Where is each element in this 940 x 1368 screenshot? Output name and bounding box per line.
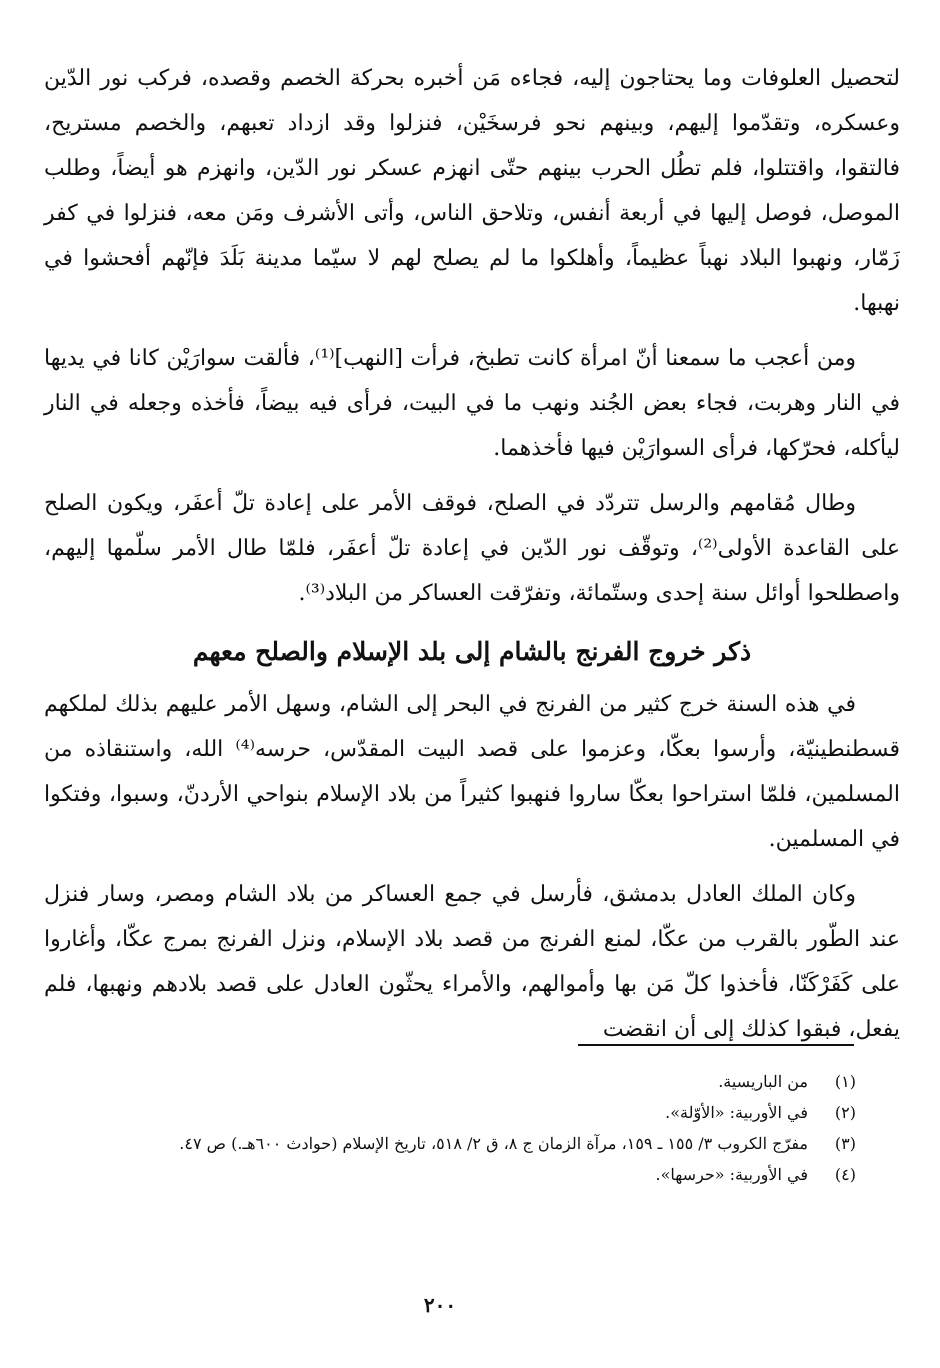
- footnote-text: مفرّج الكروب ٣/ ١٥٥ ـ ١٥٩، مرآة الزمان ج ٨، ق ٢/ ٥١٨، تاريخ الإسلام (حوادث ٦٠٠هـ.) ص ٤٧.: [179, 1134, 808, 1153]
- footnote-text: في الأوربية: «حرسها».: [655, 1165, 808, 1184]
- footnote-number: (٤): [834, 1165, 856, 1184]
- footnote-4: [44, 1159, 856, 1190]
- footnote-text: في الأوربية: «الأوّلة».: [665, 1103, 808, 1122]
- footnote-divider: [578, 1044, 854, 1046]
- paragraph-3: وطال مُقامهم والرسل تتردّد في الصلح، فوقف الأمر على إعادة تلّ أعفَر، ويكون الصلح على القاعدة الأولى⁽²⁾، وتوقّف نور الدّين في إعادة تلّ أعفَر، فلمّا طال الأمر سلّمها إليهم، واصطلحوا أوائل سنة إحدى وستّمائة، وتفرّقت العساكر من البلاد⁽³⁾.: [44, 491, 900, 606]
- footnote-text: من الباريسية.: [718, 1072, 808, 1091]
- footnote-2: [44, 1097, 856, 1128]
- main-text: [44, 56, 900, 1062]
- page-number: ٢٠٠: [423, 1293, 457, 1317]
- paragraph-5: وكان الملك العادل بدمشق، فأرسل في جمع العساكر من بلاد الشام ومصر، وسار فنزل عند الطّور بالقرب من عكّا، لمنع الفرنج من قصد بلاد الإسلام، ونزل الفرنج بمرج عكّا، وأغاروا على كَفَرْكَنّا، فأخذوا كلّ مَن بها وأموالهم، والأمراء يحثّون العادل على قصد بلادهم ونهبها، فلم يفعل، فبقوا كذلك إلى أن انقضت: [44, 882, 901, 1042]
- paragraph-4: في هذه السنة خرج كثير من الفرنج في البحر إلى الشام، وسهل الأمر عليهم بذلك لملكهم قسطنطينيّة، وأرسوا بعكّا، وعزموا على قصد البيت المقدّس، حرسه⁽⁴⁾ الله، واستنقاذه من المسلمين، فلمّا استراحوا بعكّا ساروا فنهبوا كثيراً من بلاد الإسلام بنواحي الأردنّ، وسبوا، وفتكوا في المسلمين.: [44, 692, 900, 852]
- footnote-3: [44, 1128, 856, 1159]
- footnote-number: (١): [834, 1072, 856, 1091]
- footnote-1: [44, 1066, 856, 1097]
- section-heading: ذكر خروج الفرنج بالشام إلى بلد الإسلام والصلح معهم: [192, 637, 752, 666]
- paragraph-2: ومن أعجب ما سمعنا أنّ امرأة كانت تطبخ، فرأت [النهب]⁽¹⁾، فألقت سوارَيْن كانا في يديها في النار وهربت، فجاء بعض الجُند ونهب ما في البيت، فرأى فيه بيضاً، فأخذه وجعله في النار ليأكله، فحرّكها، فرأى السوارَيْن فيها فأخذهما.: [44, 346, 900, 461]
- footnote-number: (٣): [834, 1134, 856, 1153]
- paragraph-1: لتحصيل العلوفات وما يحتاجون إليه، فجاءه مَن أخبره بحركة الخصم وقصده، فركب نور الدّين وعسكره، وتقدّموا إليهم، وبينهم نحو فرسخَيْن، فنزلوا وقد ازداد تعبهم، والخصم مستريح، فالتقوا، واقتتلوا، فلم تطُل الحرب بينهم حتّى انهزم عسكر نور الدّين، وانهزم هو أيضاً، وطلب الموصل، فوصل إليها في أربعة أنفس، وتلاحق الناس، وأتى الأشرف ومَن معه، فنزلوا في كفر زَمّار، ونهبوا البلاد نهباً عظيماً، وأهلكوا ما لم يصلح لهم لا سيّما مدينة بَلَدَ فإنّهم أفحشوا في نهبها.: [44, 66, 900, 316]
- footnote-number: (٢): [834, 1103, 856, 1122]
- footnotes: [44, 1066, 856, 1190]
